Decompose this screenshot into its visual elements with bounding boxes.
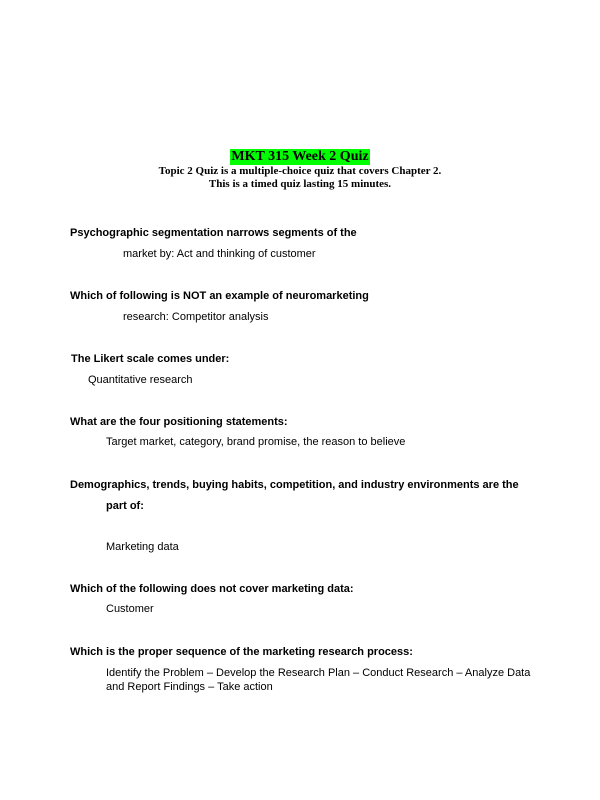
question-5: Demographics, trends, buying habits, competition, and industry environments are the bbox=[70, 479, 519, 491]
question-4: What are the four positioning statements: bbox=[70, 416, 288, 428]
answer-3: Quantitative research bbox=[88, 374, 193, 386]
answer-2: research: Competitor analysis bbox=[123, 311, 269, 323]
question-5-continued: part of: bbox=[106, 500, 144, 512]
question-2: Which of following is NOT an example of neuromarketing bbox=[70, 290, 369, 302]
answer-7-line-2: and Report Findings – Take action bbox=[106, 681, 273, 693]
answer-5: Marketing data bbox=[106, 541, 179, 553]
question-1: Psychographic segmentation narrows segments of the bbox=[70, 227, 357, 239]
answer-7-line-1: Identify the Problem – Develop the Research Plan – Conduct Research – Analyze Data bbox=[106, 667, 531, 679]
quiz-subtitle-line-2: This is a timed quiz lasting 15 minutes. bbox=[208, 178, 392, 190]
question-3: The Likert scale comes under: bbox=[71, 353, 230, 365]
quiz-title: MKT 315 Week 2 Quiz bbox=[231, 149, 369, 164]
answer-4: Target market, category, brand promise, the reason to believe bbox=[106, 436, 406, 448]
quiz-header bbox=[0, 147, 600, 191]
answer-6: Customer bbox=[106, 603, 154, 615]
quiz-subtitle-line-1: Topic 2 Quiz is a multiple-choice quiz that covers Chapter 2. bbox=[158, 165, 442, 177]
question-7: Which is the proper sequence of the marketing research process: bbox=[70, 646, 413, 658]
answer-1: market by: Act and thinking of customer bbox=[123, 248, 316, 260]
question-6: Which of the following does not cover marketing data: bbox=[70, 583, 354, 595]
